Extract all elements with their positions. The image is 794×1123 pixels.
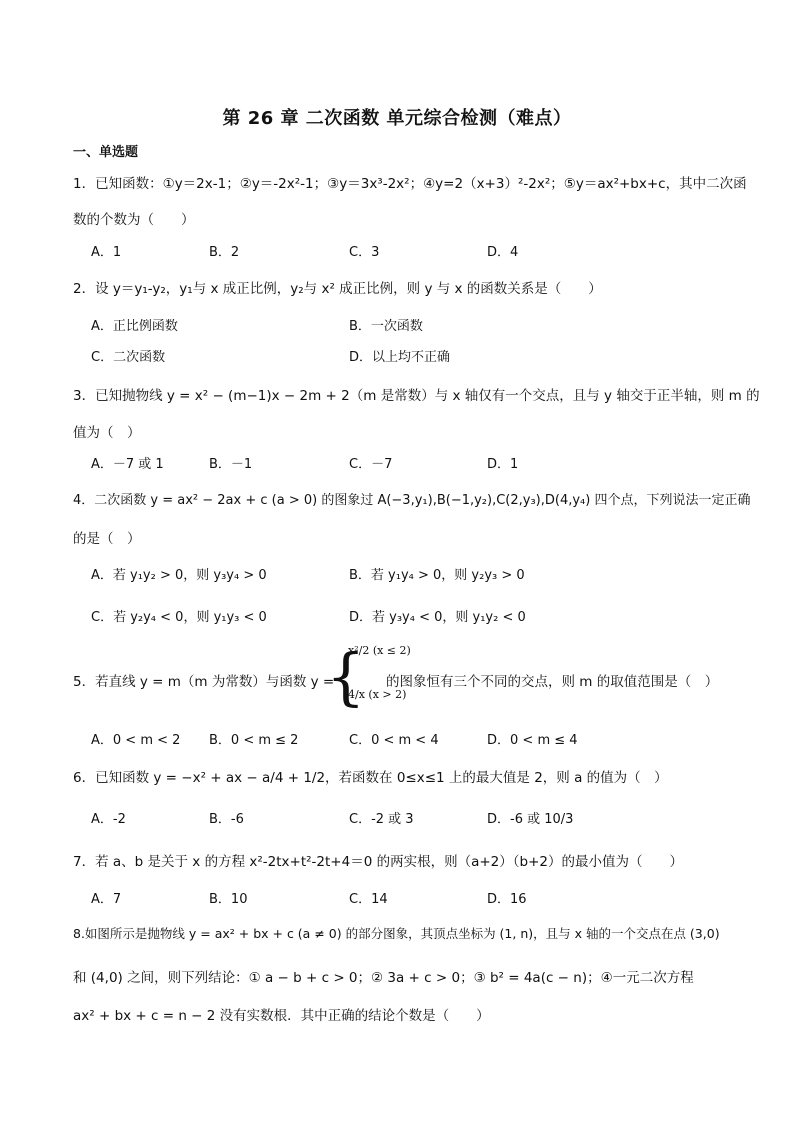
question-1-line-2: 数的个数为（ ）: [73, 212, 195, 228]
question-8-line-2: 和 (4,0) 之间，则下列结论：① a − b + c > 0；② 3a + c > 0；③ b² = 4a(c − n)；④一元二次方程: [73, 970, 694, 986]
q5-option-c: C．0 < m < 4: [349, 733, 439, 748]
question-7-line-1: 7．若 a、b 是关于 x 的方程 x²-2tx+t²-2t+4＝0 的两实根，则（a+2）（b+2）的最小值为（ ）: [73, 854, 683, 870]
question-8-line-1: 8.如图所示是抛物线 y = ax² + bx + c (a ≠ 0) 的部分图象，其顶点坐标为 (1, n)，且与 x 轴的一个交点在点 (3,0): [73, 926, 720, 941]
q4-option-d: D．若 y₃y₄ < 0，则 y₁y₂ < 0: [349, 610, 526, 625]
piecewise-function: [326, 640, 411, 718]
q5-option-a: A．0 < m < 2: [91, 733, 181, 748]
q6-option-c: C．-2 或 3: [349, 812, 414, 827]
q7-option-d: D．16: [487, 892, 527, 907]
q4-option-b: B．若 y₁y₄ > 0，则 y₂y₃ > 0: [349, 568, 525, 583]
q2-option-a: A．正比例函数: [91, 319, 178, 334]
question-3-line-2: 值为（ ）: [73, 425, 141, 441]
question-3-line-1: 3．已知抛物线 y = x² − (m−1)x − 2m + 2（m 是常数）与 x 轴仅有一个交点，且与 y 轴交于正半轴，则 m 的: [73, 388, 760, 404]
page-title: 第 26 章 二次函数 单元综合检测（难点）: [222, 108, 572, 129]
q2-option-c: C．二次函数: [91, 350, 166, 365]
piecewise-case-1: x²/2 (x ≤ 2): [348, 644, 411, 657]
q1-option-b: B．2: [209, 245, 240, 260]
question-5-suffix: 的图象恒有三个不同的交点，则 m 的取值范围是（ ）: [386, 674, 719, 690]
q3-option-b: B．－1: [209, 457, 253, 472]
q2-option-b: B．一次函数: [349, 319, 423, 334]
q4-option-c: C．若 y₂y₄ < 0，则 y₁y₃ < 0: [91, 610, 267, 625]
q7-option-c: C．14: [349, 892, 388, 907]
q7-option-b: B．10: [209, 892, 248, 907]
question-4-line-2: 的是（ ）: [73, 531, 141, 547]
q5-option-d: D．0 < m ≤ 4: [487, 733, 578, 748]
q3-option-d: D．1: [487, 457, 519, 472]
question-6-line-1: 6．已知函数 y = −x² + ax − a/4 + 1/2，若函数在 0≤x≤1 上的最大值是 2，则 a 的值为（ ）: [73, 770, 668, 786]
q3-option-c: C．－7: [349, 457, 393, 472]
q5-option-b: B．0 < m ≤ 2: [209, 733, 299, 748]
q6-option-d: D．-6 或 10/3: [487, 812, 574, 827]
q6-option-b: B．-6: [209, 812, 244, 827]
question-8-line-3: ax² + bx + c = n − 2 没有实数根．其中正确的结论个数是（ ）: [73, 1008, 490, 1024]
question-1-line-1: 1．已知函数：①y＝2x-1；②y＝-2x²-1；③y＝3x³-2x²；④y=2（x+3）²-2x²；⑤y＝ax²+bx+c，其中二次函: [73, 176, 747, 192]
q2-option-d: D．以上均不正确: [349, 350, 451, 365]
piecewise-case-2: 4/x (x > 2): [348, 688, 407, 701]
q7-option-a: A．7: [91, 892, 122, 907]
question-5-prefix: 5．若直线 y = m（m 为常数）与函数 y =: [73, 674, 335, 690]
q1-option-c: C．3: [349, 245, 380, 260]
q6-option-a: A．-2: [91, 812, 126, 827]
question-2-line-1: 2．设 y＝y₁-y₂，y₁与 x 成正比例，y₂与 x² 成正比例，则 y 与 x 的函数关系是（ ）: [73, 281, 602, 297]
q1-option-d: D．4: [487, 245, 519, 260]
q4-option-a: A．若 y₁y₂ > 0，则 y₃y₄ > 0: [91, 568, 267, 583]
question-4-line-1: 4．二次函数 y = ax² − 2ax + c (a > 0) 的图象过 A(−3,y₁),B(−1,y₂),C(2,y₃),D(4,y₄) 四个点，下列说法一定正确: [73, 493, 751, 508]
piecewise-brace: {: [326, 640, 366, 713]
q3-option-a: A．－7 或 1: [91, 457, 164, 472]
section-heading: 一、单选题: [73, 145, 139, 160]
q1-option-a: A．1: [91, 245, 122, 260]
